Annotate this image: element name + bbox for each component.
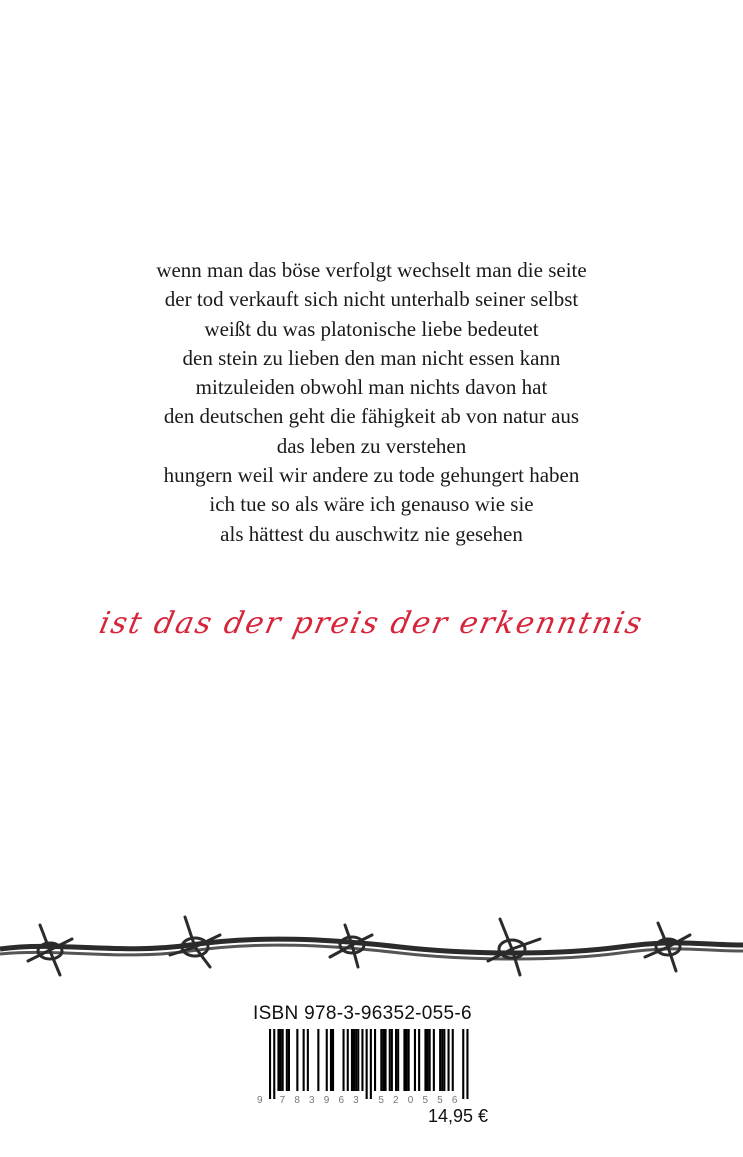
poem-line: hungern weil wir andere zu tode gehungert haben xyxy=(163,463,580,488)
barcode-digit: 6 xyxy=(451,1095,458,1105)
barcode-bar xyxy=(286,1029,288,1091)
barcode-bar xyxy=(347,1029,349,1091)
barcode-bar xyxy=(366,1029,368,1099)
barcode-digit: 5 xyxy=(378,1095,384,1105)
barcode-bar xyxy=(361,1029,363,1091)
poem-line: wenn man das böse verfolgt wechselt man die seite xyxy=(156,258,587,282)
barcode-bar xyxy=(280,1029,282,1091)
barcode-bar xyxy=(462,1029,464,1099)
barcode-digit: 5 xyxy=(422,1095,429,1105)
barcode-bar xyxy=(282,1029,284,1091)
barcode-bar xyxy=(452,1029,454,1091)
barcode-bar xyxy=(395,1029,397,1091)
barcode-bar xyxy=(391,1029,393,1091)
barcode-bar xyxy=(433,1029,435,1091)
barcode-bar xyxy=(418,1029,420,1091)
price-label: 14,95 € xyxy=(427,1106,488,1126)
poem-line: den deutschen geht die fähigkeit ab von natur aus xyxy=(163,404,580,429)
barcode-bar xyxy=(307,1029,309,1091)
poem-line: das leben zu verstehen xyxy=(276,433,467,458)
handwritten-red-line: ist das der preis der erkenntnis xyxy=(96,606,647,641)
barcode-bar xyxy=(353,1029,355,1091)
barcode-bar xyxy=(326,1029,328,1091)
barcode-digit: 0 xyxy=(407,1095,414,1105)
barcode-bar xyxy=(351,1029,353,1091)
barcode-bar xyxy=(406,1029,408,1091)
poem-line: ich tue so als wäre ich genauso wie sie xyxy=(209,492,534,517)
barcode-bar xyxy=(443,1029,445,1091)
ean-barcode xyxy=(253,1029,489,1105)
barcode-bar xyxy=(277,1029,279,1091)
poem-line: den stein zu lieben den man nicht essen kann xyxy=(182,345,561,370)
barcode-bar xyxy=(380,1029,382,1091)
barcode-bar xyxy=(357,1029,359,1091)
barcode-digit: 3 xyxy=(353,1095,359,1105)
barcode-bar xyxy=(424,1029,426,1091)
barcode-bar xyxy=(269,1029,271,1099)
barbed-wire-illustration xyxy=(0,905,743,985)
barcode-digit: 2 xyxy=(393,1095,399,1105)
barcode-bar xyxy=(330,1029,332,1091)
isbn-label: ISBN 978-3-96352-055-6 xyxy=(253,1003,472,1024)
barcode-digit: 9 xyxy=(257,1095,263,1105)
barcode-bar xyxy=(296,1029,298,1091)
barcode-digit: 7 xyxy=(279,1095,286,1105)
poem-line: weißt du was platonische liebe bedeutet xyxy=(204,316,539,341)
barcode-bar xyxy=(441,1029,443,1091)
barcode-bar xyxy=(374,1029,376,1091)
barcode-bar xyxy=(439,1029,441,1091)
barcode-bar xyxy=(343,1029,345,1091)
barcode-bar xyxy=(382,1029,384,1091)
barcode-bar xyxy=(317,1029,319,1091)
barcode-bar xyxy=(385,1029,387,1091)
poem-text xyxy=(0,256,743,549)
barcode-bar xyxy=(408,1029,410,1091)
barcode-digit: 5 xyxy=(437,1095,443,1105)
barcode-bar xyxy=(429,1029,431,1091)
barcode-digit: 9 xyxy=(323,1095,330,1105)
barcode-digit: 6 xyxy=(338,1095,345,1105)
barcode-digit: 3 xyxy=(309,1095,315,1105)
barcode-digit: 8 xyxy=(294,1095,300,1105)
barcode-bar xyxy=(403,1029,405,1091)
barcode-bar xyxy=(448,1029,450,1091)
barcode-bar xyxy=(288,1029,290,1091)
barcode-bar xyxy=(397,1029,399,1091)
poem-line: als hättest du auschwitz nie gesehen xyxy=(220,521,523,546)
barcode-bar xyxy=(466,1029,468,1099)
barcode-bar xyxy=(273,1029,275,1099)
barcode-bar xyxy=(427,1029,429,1091)
barcode-bar xyxy=(355,1029,357,1091)
barcode-bar xyxy=(303,1029,305,1091)
poem-line: der tod verkauft sich nicht unterhalb seiner selbst xyxy=(164,287,579,312)
barcode-bar xyxy=(332,1029,334,1091)
barcode-bar xyxy=(389,1029,391,1091)
barcode-bar xyxy=(370,1029,372,1099)
barcode-bar xyxy=(414,1029,416,1091)
poem-line: mitzuleiden obwohl man nichts davon hat xyxy=(195,375,548,400)
